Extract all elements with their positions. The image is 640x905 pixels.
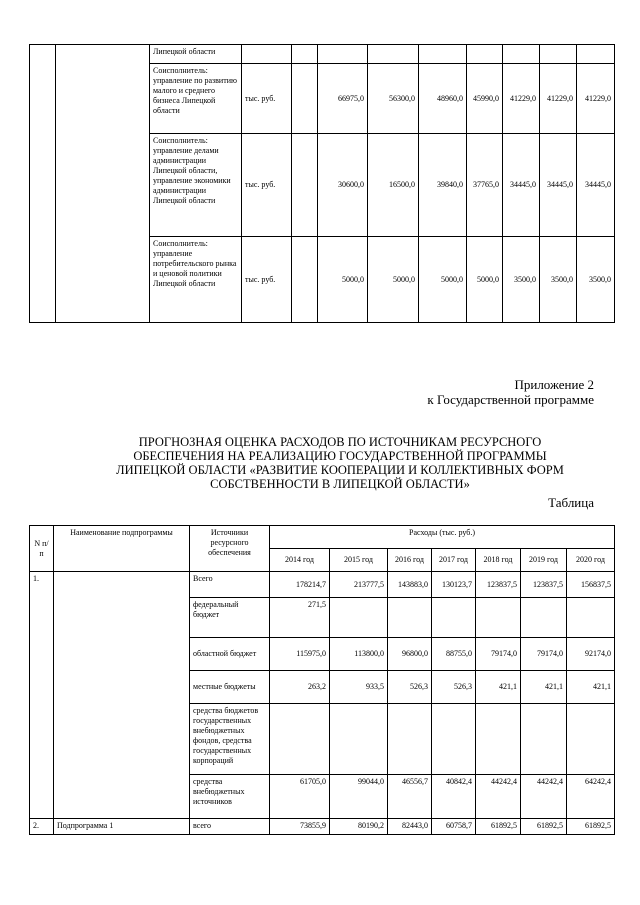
value-cell: 271,5	[270, 598, 330, 638]
value-cell: 79174,0	[521, 638, 567, 671]
value-cell: 34445,0	[577, 134, 615, 237]
unit-cell	[242, 45, 292, 64]
value-cell: 156837,5	[567, 572, 615, 598]
expenses-table	[29, 525, 615, 835]
executor-cell: Соисполнитель: управление делами администрации Липецкой области, управление экономики администрации Липецкой области	[150, 134, 242, 237]
value-cell	[540, 45, 577, 64]
continuation-table	[29, 44, 615, 323]
executor-cell: Соисполнитель: управление потребительского рынка и ценовой политики Липецкой области	[150, 237, 242, 323]
value-cell	[503, 45, 540, 64]
source-cell: Всего	[190, 572, 270, 598]
value-cell	[467, 45, 503, 64]
value-cell: 178214,7	[270, 572, 330, 598]
value-cell: 933,5	[330, 671, 388, 704]
value-cell: 143883,0	[388, 572, 432, 598]
header-year: 2017 год	[432, 549, 476, 572]
unit-cell: тыс. руб.	[242, 64, 292, 134]
value-cell	[567, 704, 615, 775]
value-cell: 41229,0	[540, 64, 577, 134]
value-cell	[521, 704, 567, 775]
row-number: 2.	[30, 819, 54, 835]
value-cell	[388, 704, 432, 775]
value-cell: 46556,7	[388, 775, 432, 819]
source-cell: средства внебюджетных источников	[190, 775, 270, 819]
value-cell: 37765,0	[467, 134, 503, 237]
value-cell: 526,3	[432, 671, 476, 704]
executor-cell: Липецкой области	[150, 45, 242, 64]
value-cell: 88755,0	[432, 638, 476, 671]
value-cell	[476, 704, 521, 775]
value-cell: 16500,0	[368, 134, 419, 237]
value-cell: 61892,5	[521, 819, 567, 835]
value-cell: 96800,0	[388, 638, 432, 671]
value-cell: 82443,0	[388, 819, 432, 835]
blank-cell	[292, 64, 318, 134]
value-cell: 30600,0	[318, 134, 368, 237]
title-line: СОБСТВЕННОСТИ В ЛИПЕЦКОЙ ОБЛАСТИ»	[210, 477, 470, 491]
source-cell: областной бюджет	[190, 638, 270, 671]
unit-cell: тыс. руб.	[242, 134, 292, 237]
value-cell: 5000,0	[318, 237, 368, 323]
value-cell: 64242,4	[567, 775, 615, 819]
table-row	[30, 572, 615, 598]
value-cell: 66975,0	[318, 64, 368, 134]
title-line: ЛИПЕЦКОЙ ОБЛАСТИ «РАЗВИТИЕ КООПЕРАЦИИ И КОЛЛЕКТИВНЫХ ФОРМ	[116, 463, 564, 477]
title-line: ОБЕСПЕЧЕНИЯ НА РЕАЛИЗАЦИЮ ГОСУДАРСТВЕННОЙ ПРОГРАММЫ	[133, 449, 547, 463]
blank-cell	[292, 134, 318, 237]
value-cell: 60758,7	[432, 819, 476, 835]
value-cell: 123837,5	[521, 572, 567, 598]
title-line: ПРОГНОЗНАЯ ОЦЕНКА РАСХОДОВ ПО ИСТОЧНИКАМ РЕСУРСНОГО	[138, 435, 542, 449]
value-cell	[330, 704, 388, 775]
value-cell: 80190,2	[330, 819, 388, 835]
document-title	[90, 435, 590, 491]
value-cell	[270, 704, 330, 775]
appendix-line: Приложение 2	[514, 377, 594, 392]
subprogram-name: Подпрограмма 1	[54, 819, 190, 835]
value-cell	[521, 598, 567, 638]
header-year: 2018 год	[476, 549, 521, 572]
source-cell: местные бюджеты	[190, 671, 270, 704]
value-cell: 45990,0	[467, 64, 503, 134]
value-cell: 5000,0	[368, 237, 419, 323]
header-num: N п/п	[30, 526, 54, 572]
value-cell: 61892,5	[567, 819, 615, 835]
header-year: 2020 год	[567, 549, 615, 572]
value-cell: 41229,0	[503, 64, 540, 134]
value-cell: 526,3	[388, 671, 432, 704]
value-cell: 44242,4	[521, 775, 567, 819]
header-name: Наименование подпрограммы	[54, 526, 190, 572]
value-cell: 130123,7	[432, 572, 476, 598]
value-cell: 213777,5	[330, 572, 388, 598]
blank-cell	[30, 45, 56, 323]
row-number: 1.	[30, 572, 54, 819]
value-cell	[567, 598, 615, 638]
blank-cell	[292, 45, 318, 64]
value-cell: 421,1	[476, 671, 521, 704]
executor-cell: Соисполнитель: управление по развитию малого и среднего бизнеса Липецкой области	[150, 64, 242, 134]
value-cell	[476, 598, 521, 638]
value-cell: 3500,0	[577, 237, 615, 323]
value-cell: 34445,0	[503, 134, 540, 237]
appendix-label	[427, 377, 594, 407]
table-row	[30, 819, 615, 835]
subprogram-name	[54, 572, 190, 819]
value-cell: 61705,0	[270, 775, 330, 819]
value-cell	[330, 598, 388, 638]
appendix-line: к Государственной программе	[427, 392, 594, 407]
value-cell	[419, 45, 467, 64]
source-cell: всего	[190, 819, 270, 835]
value-cell: 421,1	[521, 671, 567, 704]
header-source: Источники ресурсного обеспечения	[190, 526, 270, 572]
header-year: 2019 год	[521, 549, 567, 572]
value-cell: 113800,0	[330, 638, 388, 671]
value-cell: 123837,5	[476, 572, 521, 598]
value-cell: 3500,0	[540, 237, 577, 323]
value-cell: 5000,0	[467, 237, 503, 323]
blank-cell	[56, 45, 150, 323]
value-cell: 41229,0	[577, 64, 615, 134]
unit-cell: тыс. руб.	[242, 237, 292, 323]
value-cell: 115975,0	[270, 638, 330, 671]
header-expenses: Расходы (тыс. руб.)	[270, 526, 615, 549]
value-cell	[318, 45, 368, 64]
value-cell: 56300,0	[368, 64, 419, 134]
value-cell: 92174,0	[567, 638, 615, 671]
value-cell: 73855,9	[270, 819, 330, 835]
value-cell	[368, 45, 419, 64]
header-year: 2016 год	[388, 549, 432, 572]
source-cell: федеральный бюджет	[190, 598, 270, 638]
value-cell	[432, 704, 476, 775]
source-cell: средства бюджетов государственных внебюджетных фондов, средства государственных корпораций	[190, 704, 270, 775]
header-year: 2015 год	[330, 549, 388, 572]
value-cell: 99044,0	[330, 775, 388, 819]
value-cell: 5000,0	[419, 237, 467, 323]
value-cell: 39840,0	[419, 134, 467, 237]
value-cell	[432, 598, 476, 638]
value-cell: 44242,4	[476, 775, 521, 819]
value-cell	[577, 45, 615, 64]
value-cell: 34445,0	[540, 134, 577, 237]
value-cell: 421,1	[567, 671, 615, 704]
value-cell	[388, 598, 432, 638]
value-cell: 263,2	[270, 671, 330, 704]
header-year: 2014 год	[270, 549, 330, 572]
value-cell: 48960,0	[419, 64, 467, 134]
table-row	[30, 45, 615, 64]
header-row	[30, 526, 615, 549]
table-label: Таблица	[548, 495, 594, 510]
value-cell: 3500,0	[503, 237, 540, 323]
value-cell: 61892,5	[476, 819, 521, 835]
value-cell: 40842,4	[432, 775, 476, 819]
value-cell: 79174,0	[476, 638, 521, 671]
blank-cell	[292, 237, 318, 323]
